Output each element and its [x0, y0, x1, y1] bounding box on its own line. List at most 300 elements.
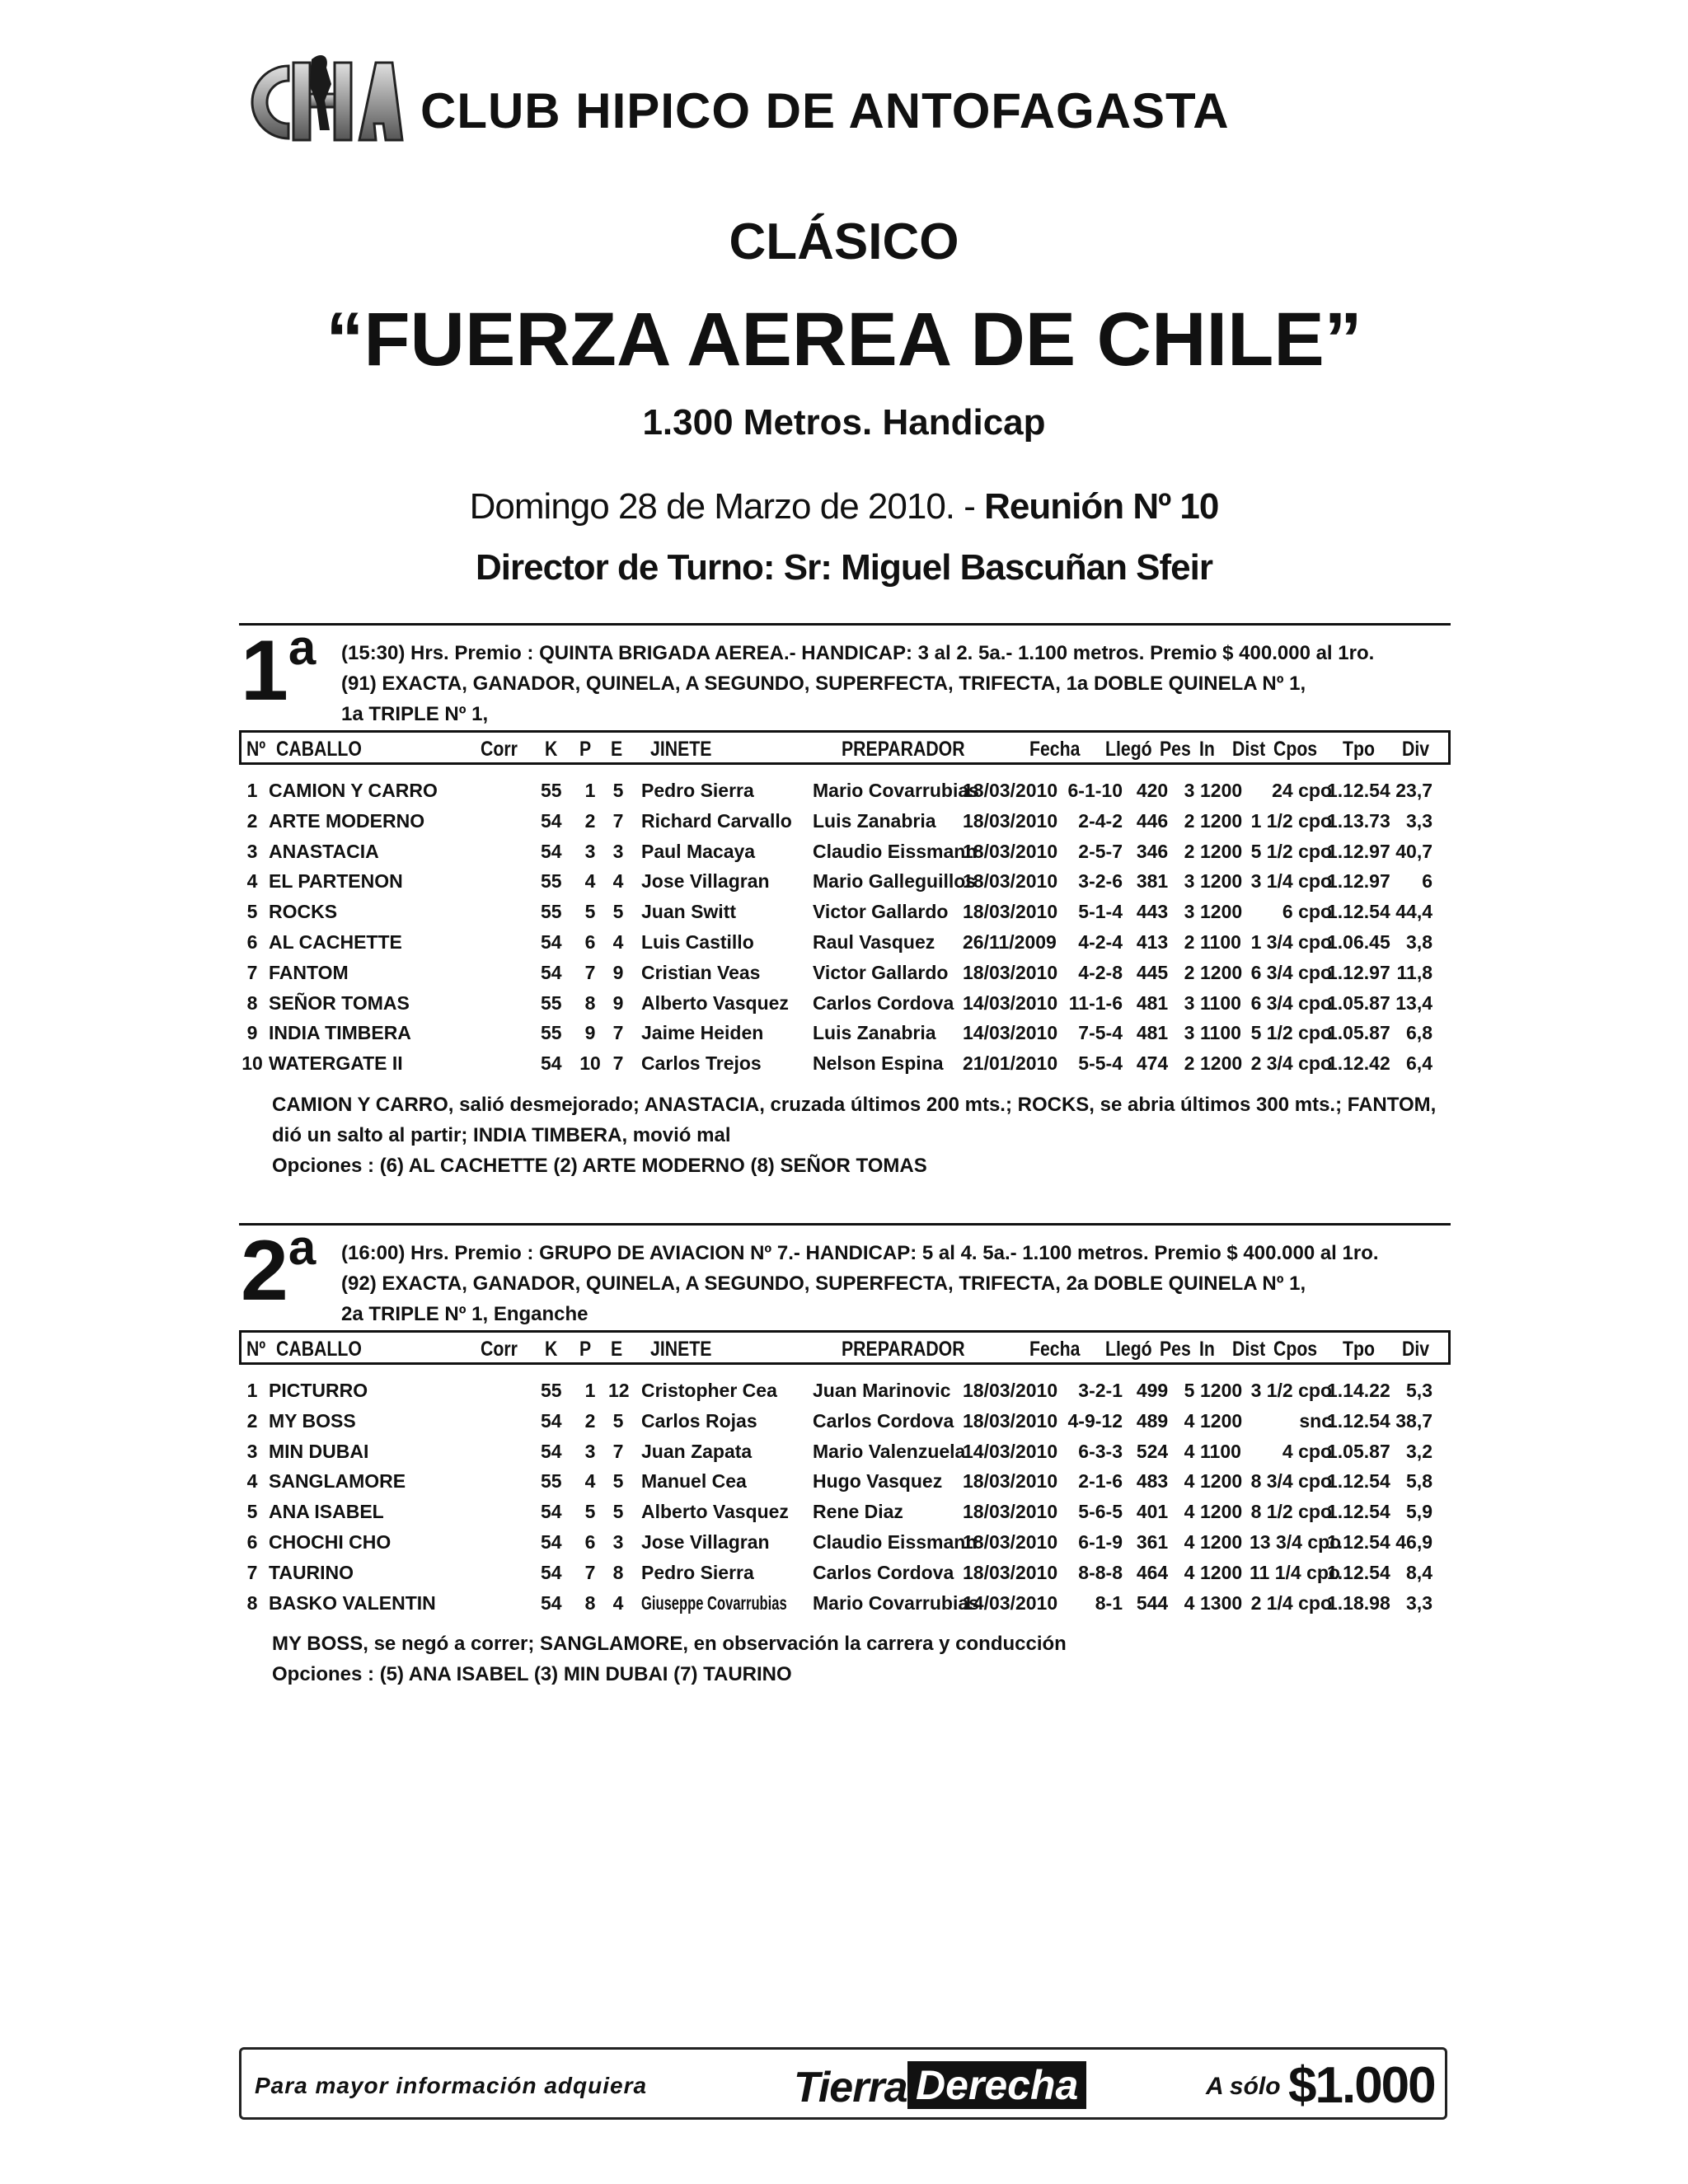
cell-arrived: 2-4-2: [1078, 809, 1123, 832]
column-header-e: E: [611, 1338, 623, 1361]
column-header-cpos: Cpos: [1273, 738, 1318, 761]
cell-cpos: 24 cpo: [1272, 780, 1332, 801]
cell-in: 4: [1184, 1531, 1195, 1553]
cell-dist: 1100: [1200, 1440, 1241, 1462]
event-title: “FUERZA AEREA DE CHILE”: [326, 298, 1362, 382]
cell-weight: 445: [1136, 961, 1169, 983]
cell-date: 26/11/2009: [963, 931, 1057, 953]
cell-cpos: 6 cpo: [1282, 901, 1332, 923]
column-header-cpos: Cpos: [1273, 1338, 1318, 1361]
column-header-in: In: [1199, 738, 1215, 761]
race-number-ordinal: a: [288, 1220, 316, 1275]
column-header-div: Div: [1402, 738, 1430, 761]
cell-p: 7: [584, 1561, 596, 1583]
cell-div: 23,7: [1395, 780, 1432, 801]
cell-trainer: Claudio Eissmann: [813, 840, 978, 862]
column-header-arrived: Llegó: [1105, 738, 1152, 761]
cell-e: 4: [612, 1591, 624, 1614]
cell-weight: 446: [1136, 809, 1169, 832]
cell-div: 6: [1422, 870, 1432, 893]
cell-arrived: 5-5-4: [1078, 1052, 1123, 1075]
column-header-jockey: JINETE: [650, 1338, 712, 1361]
cell-in: 2: [1184, 1052, 1195, 1075]
cell-e: 3: [612, 840, 624, 862]
cell-in: 3: [1184, 1022, 1195, 1044]
cell-tpo: 1.12.54: [1327, 1561, 1390, 1583]
cell-weight: 481: [1136, 1022, 1169, 1044]
column-header-arrived: Llegó: [1105, 1338, 1152, 1361]
cell-k: 55: [541, 991, 562, 1014]
cell-arrived: 2-1-6: [1078, 1470, 1123, 1493]
race-notes: [272, 1629, 1442, 1690]
cell-cpos: 4 cpo: [1282, 1440, 1332, 1462]
cell-weight: 483: [1136, 1470, 1169, 1493]
cell-num: 6: [246, 1531, 258, 1553]
cell-date: 18/03/2010: [963, 1531, 1058, 1553]
cell-jockey: Jaime Heiden: [641, 1022, 764, 1044]
cell-k: 54: [541, 961, 562, 983]
cell-date: 14/03/2010: [963, 991, 1058, 1014]
cell-dist: 1100: [1200, 1022, 1241, 1044]
cell-in: 2: [1184, 809, 1195, 832]
cell-jockey: Pedro Sierra: [641, 1561, 754, 1583]
column-header-weight: Pes: [1160, 1338, 1191, 1361]
table-header: [239, 1330, 1451, 1365]
cell-tpo: 1.13.73: [1327, 809, 1390, 832]
cell-dist: 1200: [1200, 901, 1243, 923]
cell-cpos: 3 1/4 cpo: [1250, 870, 1332, 893]
cell-k: 55: [541, 1470, 562, 1493]
cell-p: 8: [584, 1591, 596, 1614]
cell-p: 1: [584, 1380, 596, 1401]
cell-jockey: Carlos Trejos: [641, 1052, 762, 1075]
cell-e: 5: [612, 901, 624, 923]
cell-weight: 481: [1136, 991, 1169, 1014]
cell-p: 4: [584, 1470, 596, 1493]
cell-num: 6: [246, 931, 258, 953]
cell-date: 18/03/2010: [963, 961, 1058, 983]
cell-p: 10: [579, 1052, 601, 1075]
cell-jockey: Richard Carvallo: [641, 809, 792, 832]
cell-jockey: Cristian Veas: [641, 961, 761, 983]
cell-cpos: 1 3/4 cpo: [1250, 931, 1332, 953]
race-notes: [272, 1090, 1442, 1181]
cell-dist: 1200: [1200, 1409, 1243, 1432]
cell-date: 18/03/2010: [963, 1561, 1058, 1583]
cell-e: 9: [612, 991, 624, 1014]
cell-trainer: Hugo Vasquez: [813, 1470, 943, 1493]
cell-in: 3: [1184, 991, 1195, 1014]
cell-num: 10: [241, 1052, 263, 1075]
cell-num: 1: [246, 1380, 258, 1401]
cell-date: 18/03/2010: [963, 901, 1058, 923]
section-divider: [239, 623, 1451, 626]
cell-e: 7: [612, 1052, 624, 1075]
table-row: [239, 1592, 1451, 1623]
cell-tpo: 1.12.97: [1327, 840, 1390, 862]
cell-trainer: Mario Valenzuela: [813, 1440, 966, 1462]
cell-trainer: Luis Zanabria: [813, 1022, 936, 1044]
table-row: [239, 841, 1451, 871]
cell-div: 6,8: [1406, 1022, 1432, 1044]
cell-date: 18/03/2010: [963, 1501, 1058, 1523]
cell-arrived: 4-2-8: [1078, 961, 1123, 983]
director-line: Director de Turno: Sr: Miguel Bascuñan Sfeir: [476, 547, 1212, 588]
cell-date: 21/01/2010: [963, 1052, 1058, 1075]
cell-k: 55: [541, 901, 562, 923]
cell-jockey: Manuel Cea: [641, 1470, 747, 1493]
race-note-line: CAMION Y CARRO, salió desmejorado; ANASTACIA, cruzada últimos 200 mts.; ROCKS, se abria últimos 300 mts.; FANTOM,: [272, 1094, 1437, 1116]
cell-cpos: 13 3/4 cpo: [1250, 1531, 1342, 1553]
cell-tpo: 1.06.45: [1327, 931, 1390, 953]
table-row: [239, 1380, 1451, 1410]
race-note-line: dió un salto al partir; INDIA TIMBERA, movió mal: [272, 1124, 731, 1146]
cell-e: 5: [612, 1470, 624, 1493]
table-row: [239, 810, 1451, 841]
cell-div: 13,4: [1395, 991, 1432, 1014]
table-row: [239, 931, 1451, 962]
cell-horse: MY BOSS: [269, 1409, 356, 1432]
cell-cpos: 8 3/4 cpo: [1250, 1470, 1332, 1493]
table-row: [239, 1562, 1451, 1592]
cell-horse: ROCKS: [269, 901, 338, 923]
cell-k: 54: [541, 1531, 562, 1553]
cell-cpos: 2 3/4 cpo: [1250, 1052, 1332, 1075]
cell-jockey: Paul Macaya: [641, 840, 756, 862]
cell-k: 54: [541, 1052, 562, 1075]
cell-tpo: 1.14.22: [1327, 1380, 1390, 1401]
cell-dist: 1200: [1200, 1380, 1243, 1401]
cell-e: 12: [608, 1380, 630, 1401]
cell-date: 14/03/2010: [963, 1022, 1058, 1044]
column-header-dist: Dist: [1232, 738, 1266, 761]
cell-trainer: Juan Marinovic: [813, 1380, 951, 1401]
column-header-k: K: [545, 1338, 558, 1361]
cell-horse: SANGLAMORE: [269, 1470, 406, 1493]
cell-k: 54: [541, 1440, 562, 1462]
race-info: [341, 1238, 1451, 1329]
column-header-div: Div: [1402, 1338, 1430, 1361]
cell-dist: 1200: [1200, 840, 1243, 862]
cell-tpo: 1.18.98: [1327, 1591, 1390, 1614]
cell-horse: FANTOM: [269, 961, 349, 983]
column-header-num: Nº: [246, 1338, 266, 1361]
cell-weight: 489: [1136, 1409, 1169, 1432]
section-divider: [239, 1223, 1451, 1226]
cell-arrived: 5-1-4: [1078, 901, 1123, 923]
cell-num: 2: [246, 1409, 258, 1432]
race-number: [241, 1220, 316, 1319]
cell-in: 4: [1184, 1409, 1195, 1432]
cell-tpo: 1.12.54: [1327, 1470, 1390, 1493]
cell-cpos: 6 3/4 cpo: [1250, 961, 1332, 983]
table-row: [239, 901, 1451, 931]
cell-cpos: 2 1/4 cpo: [1250, 1591, 1332, 1614]
cell-horse: AL CACHETTE: [269, 931, 402, 953]
cell-arrived: 6-3-3: [1078, 1440, 1123, 1462]
column-header-weight: Pes: [1160, 738, 1191, 761]
cell-in: 4: [1184, 1501, 1195, 1523]
cell-num: 5: [246, 1501, 258, 1523]
cell-num: 1: [246, 780, 258, 801]
cell-date: 14/03/2010: [963, 1591, 1058, 1614]
cell-horse: PICTURRO: [269, 1380, 368, 1401]
column-header-horse: CABALLO: [276, 738, 362, 761]
cell-weight: 443: [1136, 901, 1169, 923]
race-note-line: Opciones : (5) ANA ISABEL (3) MIN DUBAI (7) TAURINO: [272, 1663, 792, 1686]
cell-trainer: Mario Covarrubias: [813, 1591, 979, 1614]
cell-p: 1: [584, 780, 596, 801]
table-row: [239, 780, 1451, 810]
cell-weight: 346: [1136, 840, 1169, 862]
cell-tpo: 1.12.97: [1327, 870, 1390, 893]
table-row: [239, 1410, 1451, 1441]
cell-num: 5: [246, 901, 258, 923]
cell-e: 3: [612, 1531, 624, 1553]
cell-arrived: 4-9-12: [1067, 1409, 1123, 1432]
cell-e: 9: [612, 961, 624, 983]
club-logo: [239, 51, 404, 150]
cell-trainer: Raul Vasquez: [813, 931, 935, 953]
cell-jockey: Alberto Vasquez: [641, 1501, 789, 1523]
cell-cpos: snc: [1299, 1409, 1332, 1432]
cell-e: 5: [612, 1501, 624, 1523]
cell-trainer: Rene Diaz: [813, 1501, 903, 1523]
cell-div: 5,8: [1406, 1470, 1432, 1493]
cell-num: 4: [246, 1470, 258, 1493]
cell-dist: 1200: [1200, 1052, 1243, 1075]
cell-date: 18/03/2010: [963, 1470, 1058, 1493]
cell-div: 3,3: [1406, 1591, 1432, 1614]
cell-div: 8,4: [1406, 1561, 1432, 1583]
cell-in: 5: [1184, 1380, 1195, 1401]
race-number-value: 1: [241, 623, 288, 719]
cell-horse: BASKO VALENTIN: [269, 1591, 436, 1614]
table-row: [239, 1531, 1451, 1562]
column-header-e: E: [611, 738, 623, 761]
cell-arrived: 6-1-10: [1067, 780, 1123, 801]
cell-k: 55: [541, 1380, 562, 1401]
cell-cpos: 3 1/2 cpo: [1250, 1380, 1332, 1401]
cell-horse: ANASTACIA: [269, 840, 379, 862]
footer-banner: [239, 2047, 1447, 2120]
cell-jockey: Jose Villagran: [641, 1531, 770, 1553]
cell-dist: 1200: [1200, 1531, 1243, 1553]
table-header: [239, 730, 1451, 765]
cell-weight: 413: [1136, 931, 1169, 953]
cell-k: 54: [541, 1561, 562, 1583]
cell-cpos: 5 1/2 cpo: [1250, 840, 1332, 862]
cell-in: 4: [1184, 1561, 1195, 1583]
cell-date: 18/03/2010: [963, 870, 1058, 893]
cell-arrived: 4-2-4: [1078, 931, 1123, 953]
cell-in: 4: [1184, 1440, 1195, 1462]
table-row: [239, 1441, 1451, 1471]
cell-e: 4: [612, 870, 624, 893]
brand-name-2: Derecha: [907, 2061, 1086, 2109]
cell-div: 46,9: [1395, 1531, 1432, 1553]
cell-horse: SEÑOR TOMAS: [269, 991, 410, 1014]
cell-dist: 1200: [1200, 809, 1243, 832]
column-header-p: P: [579, 738, 592, 761]
table-row: [239, 962, 1451, 992]
race-info-line: 2a TRIPLE Nº 1, Enganche: [341, 1303, 588, 1325]
cell-p: 3: [584, 1440, 596, 1462]
cell-dist: 1100: [1200, 991, 1241, 1014]
cell-in: 4: [1184, 1591, 1195, 1614]
cell-jockey: Luis Castillo: [641, 931, 754, 953]
cell-p: 5: [584, 901, 596, 923]
cell-arrived: 7-5-4: [1078, 1022, 1123, 1044]
cell-k: 54: [541, 1501, 562, 1523]
cell-num: 3: [246, 1440, 258, 1462]
cell-p: 8: [584, 991, 596, 1014]
cell-jockey: Pedro Sierra: [641, 780, 754, 801]
cell-div: 38,7: [1395, 1409, 1432, 1432]
cell-in: 2: [1184, 961, 1195, 983]
cell-dist: 1300: [1200, 1591, 1243, 1614]
race-info-line: (15:30) Hrs. Premio : QUINTA BRIGADA AEREA.- HANDICAP: 3 al 2. 5a.- 1.100 metros. Premio $ 400.000 al 1ro.: [341, 642, 1375, 664]
cell-tpo: 1.05.87: [1327, 1022, 1390, 1044]
cell-dist: 1200: [1200, 961, 1243, 983]
cell-div: 3,3: [1406, 809, 1432, 832]
cell-arrived: 6-1-9: [1078, 1531, 1123, 1553]
club-name: CLUB HIPICO DE ANTOFAGASTA: [420, 83, 1230, 138]
table-row: [239, 1501, 1451, 1531]
cell-tpo: 1.12.54: [1327, 1531, 1390, 1553]
cell-div: 5,9: [1406, 1501, 1432, 1523]
cell-dist: 1200: [1200, 1561, 1243, 1583]
table-row: [239, 1022, 1451, 1052]
cell-k: 54: [541, 809, 562, 832]
cell-e: 8: [612, 1561, 624, 1583]
cell-k: 54: [541, 840, 562, 862]
brand-name-1: Tierra: [794, 2064, 907, 2111]
column-header-horse: CABALLO: [276, 1338, 362, 1361]
cell-date: 18/03/2010: [963, 1409, 1058, 1432]
cell-weight: 474: [1136, 1052, 1169, 1075]
table-row: [239, 1470, 1451, 1501]
cell-arrived: 3-2-1: [1078, 1380, 1123, 1401]
cell-horse: ANA ISABEL: [269, 1501, 384, 1523]
cell-div: 3,8: [1406, 931, 1432, 953]
cell-in: 4: [1184, 1470, 1195, 1493]
cell-weight: 524: [1136, 1440, 1169, 1462]
cell-tpo: 1.12.54: [1327, 1409, 1390, 1432]
cell-p: 6: [584, 931, 596, 953]
cell-in: 3: [1184, 870, 1195, 893]
cell-weight: 381: [1136, 870, 1169, 893]
cell-tpo: 1.05.87: [1327, 991, 1390, 1014]
column-header-num: Nº: [246, 738, 266, 761]
cell-num: 4: [246, 870, 258, 893]
cell-arrived: 8-8-8: [1078, 1561, 1123, 1583]
race-note-line: MY BOSS, se negó a correr; SANGLAMORE, en observación la carrera y conducción: [272, 1633, 1067, 1656]
cell-p: 5: [584, 1501, 596, 1523]
meeting-number: Reunión Nº 10: [984, 486, 1219, 527]
cell-date: 18/03/2010: [963, 840, 1058, 862]
price-value: $1.000: [1288, 2057, 1435, 2114]
column-header-p: P: [579, 1338, 592, 1361]
cell-e: 5: [612, 1409, 624, 1432]
cell-trainer: Mario Covarrubias: [813, 780, 979, 801]
race-info-line: (91) EXACTA, GANADOR, QUINELA, A SEGUNDO, SUPERFECTA, TRIFECTA, 1a DOBLE QUINELA Nº 1,: [341, 673, 1306, 695]
cell-dist: 1200: [1200, 1470, 1243, 1493]
cell-p: 6: [584, 1531, 596, 1553]
cell-date: 18/03/2010: [963, 1380, 1058, 1401]
cell-horse: WATERGATE II: [269, 1052, 403, 1075]
cell-div: 11,8: [1396, 961, 1432, 983]
cell-cpos: 1 1/2 cpo: [1250, 809, 1332, 832]
cell-trainer: Mario Galleguillos: [813, 870, 977, 893]
column-header-trainer: PREPARADOR: [842, 738, 965, 761]
cell-jockey: Juan Switt: [641, 901, 737, 923]
cell-arrived: 11-1-6: [1068, 991, 1123, 1014]
table-row: [239, 992, 1451, 1023]
column-header-tpo: Tpo: [1343, 1338, 1375, 1361]
race-number-value: 2: [241, 1223, 288, 1319]
cell-dist: 1200: [1200, 1501, 1243, 1523]
race-number-ordinal: a: [288, 620, 316, 675]
cell-tpo: 1.12.54: [1327, 901, 1390, 923]
cell-e: 7: [612, 1022, 624, 1044]
cell-horse: CAMION Y CARRO: [269, 780, 438, 801]
cell-e: 5: [612, 780, 624, 801]
cell-trainer: Luis Zanabria: [813, 809, 936, 832]
cell-jockey: Cristopher Cea: [641, 1380, 777, 1401]
cell-in: 2: [1184, 931, 1195, 953]
cell-jockey: Giuseppe Covarrubias: [641, 1591, 787, 1614]
cell-weight: 544: [1136, 1591, 1169, 1614]
column-header-jockey: JINETE: [650, 738, 712, 761]
footer-text: Para mayor información adquiera: [255, 2073, 648, 2098]
cell-p: 9: [584, 1022, 596, 1044]
cell-weight: 401: [1136, 1501, 1169, 1523]
cell-horse: TAURINO: [269, 1561, 354, 1583]
cell-div: 44,4: [1395, 901, 1432, 923]
cell-horse: INDIA TIMBERA: [269, 1022, 411, 1044]
price-label: A sólo: [1206, 2073, 1281, 2100]
cell-jockey: Jose Villagran: [641, 870, 770, 893]
cell-horse: CHOCHI CHO: [269, 1531, 392, 1553]
cell-trainer: Carlos Cordova: [813, 1409, 954, 1432]
cell-horse: EL PARTENON: [269, 870, 403, 893]
cell-trainer: Carlos Cordova: [813, 991, 954, 1014]
cell-p: 2: [584, 809, 596, 832]
cell-div: 6,4: [1406, 1052, 1432, 1075]
cell-in: 2: [1184, 840, 1195, 862]
cell-tpo: 1.05.87: [1327, 1440, 1390, 1462]
event-distance: 1.300 Metros. Handicap: [642, 402, 1046, 443]
cell-num: 9: [246, 1022, 258, 1044]
cell-horse: MIN DUBAI: [269, 1440, 369, 1462]
cell-cpos: 8 1/2 cpo: [1250, 1501, 1332, 1523]
cell-k: 55: [541, 780, 562, 801]
cell-arrived: 3-2-6: [1078, 870, 1123, 893]
cell-in: 3: [1184, 780, 1195, 801]
cell-tpo: 1.12.97: [1327, 961, 1390, 983]
cell-p: 7: [584, 961, 596, 983]
cell-p: 2: [584, 1409, 596, 1432]
cell-trainer: Carlos Cordova: [813, 1561, 954, 1583]
cell-trainer: Nelson Espina: [813, 1052, 944, 1075]
cell-div: 40,7: [1395, 840, 1432, 862]
cell-k: 54: [541, 931, 562, 953]
cell-date: 14/03/2010: [963, 1440, 1058, 1462]
cell-tpo: 1.12.54: [1327, 1501, 1390, 1523]
table-row: [239, 1052, 1451, 1083]
cell-date: 18/03/2010: [963, 780, 1058, 801]
